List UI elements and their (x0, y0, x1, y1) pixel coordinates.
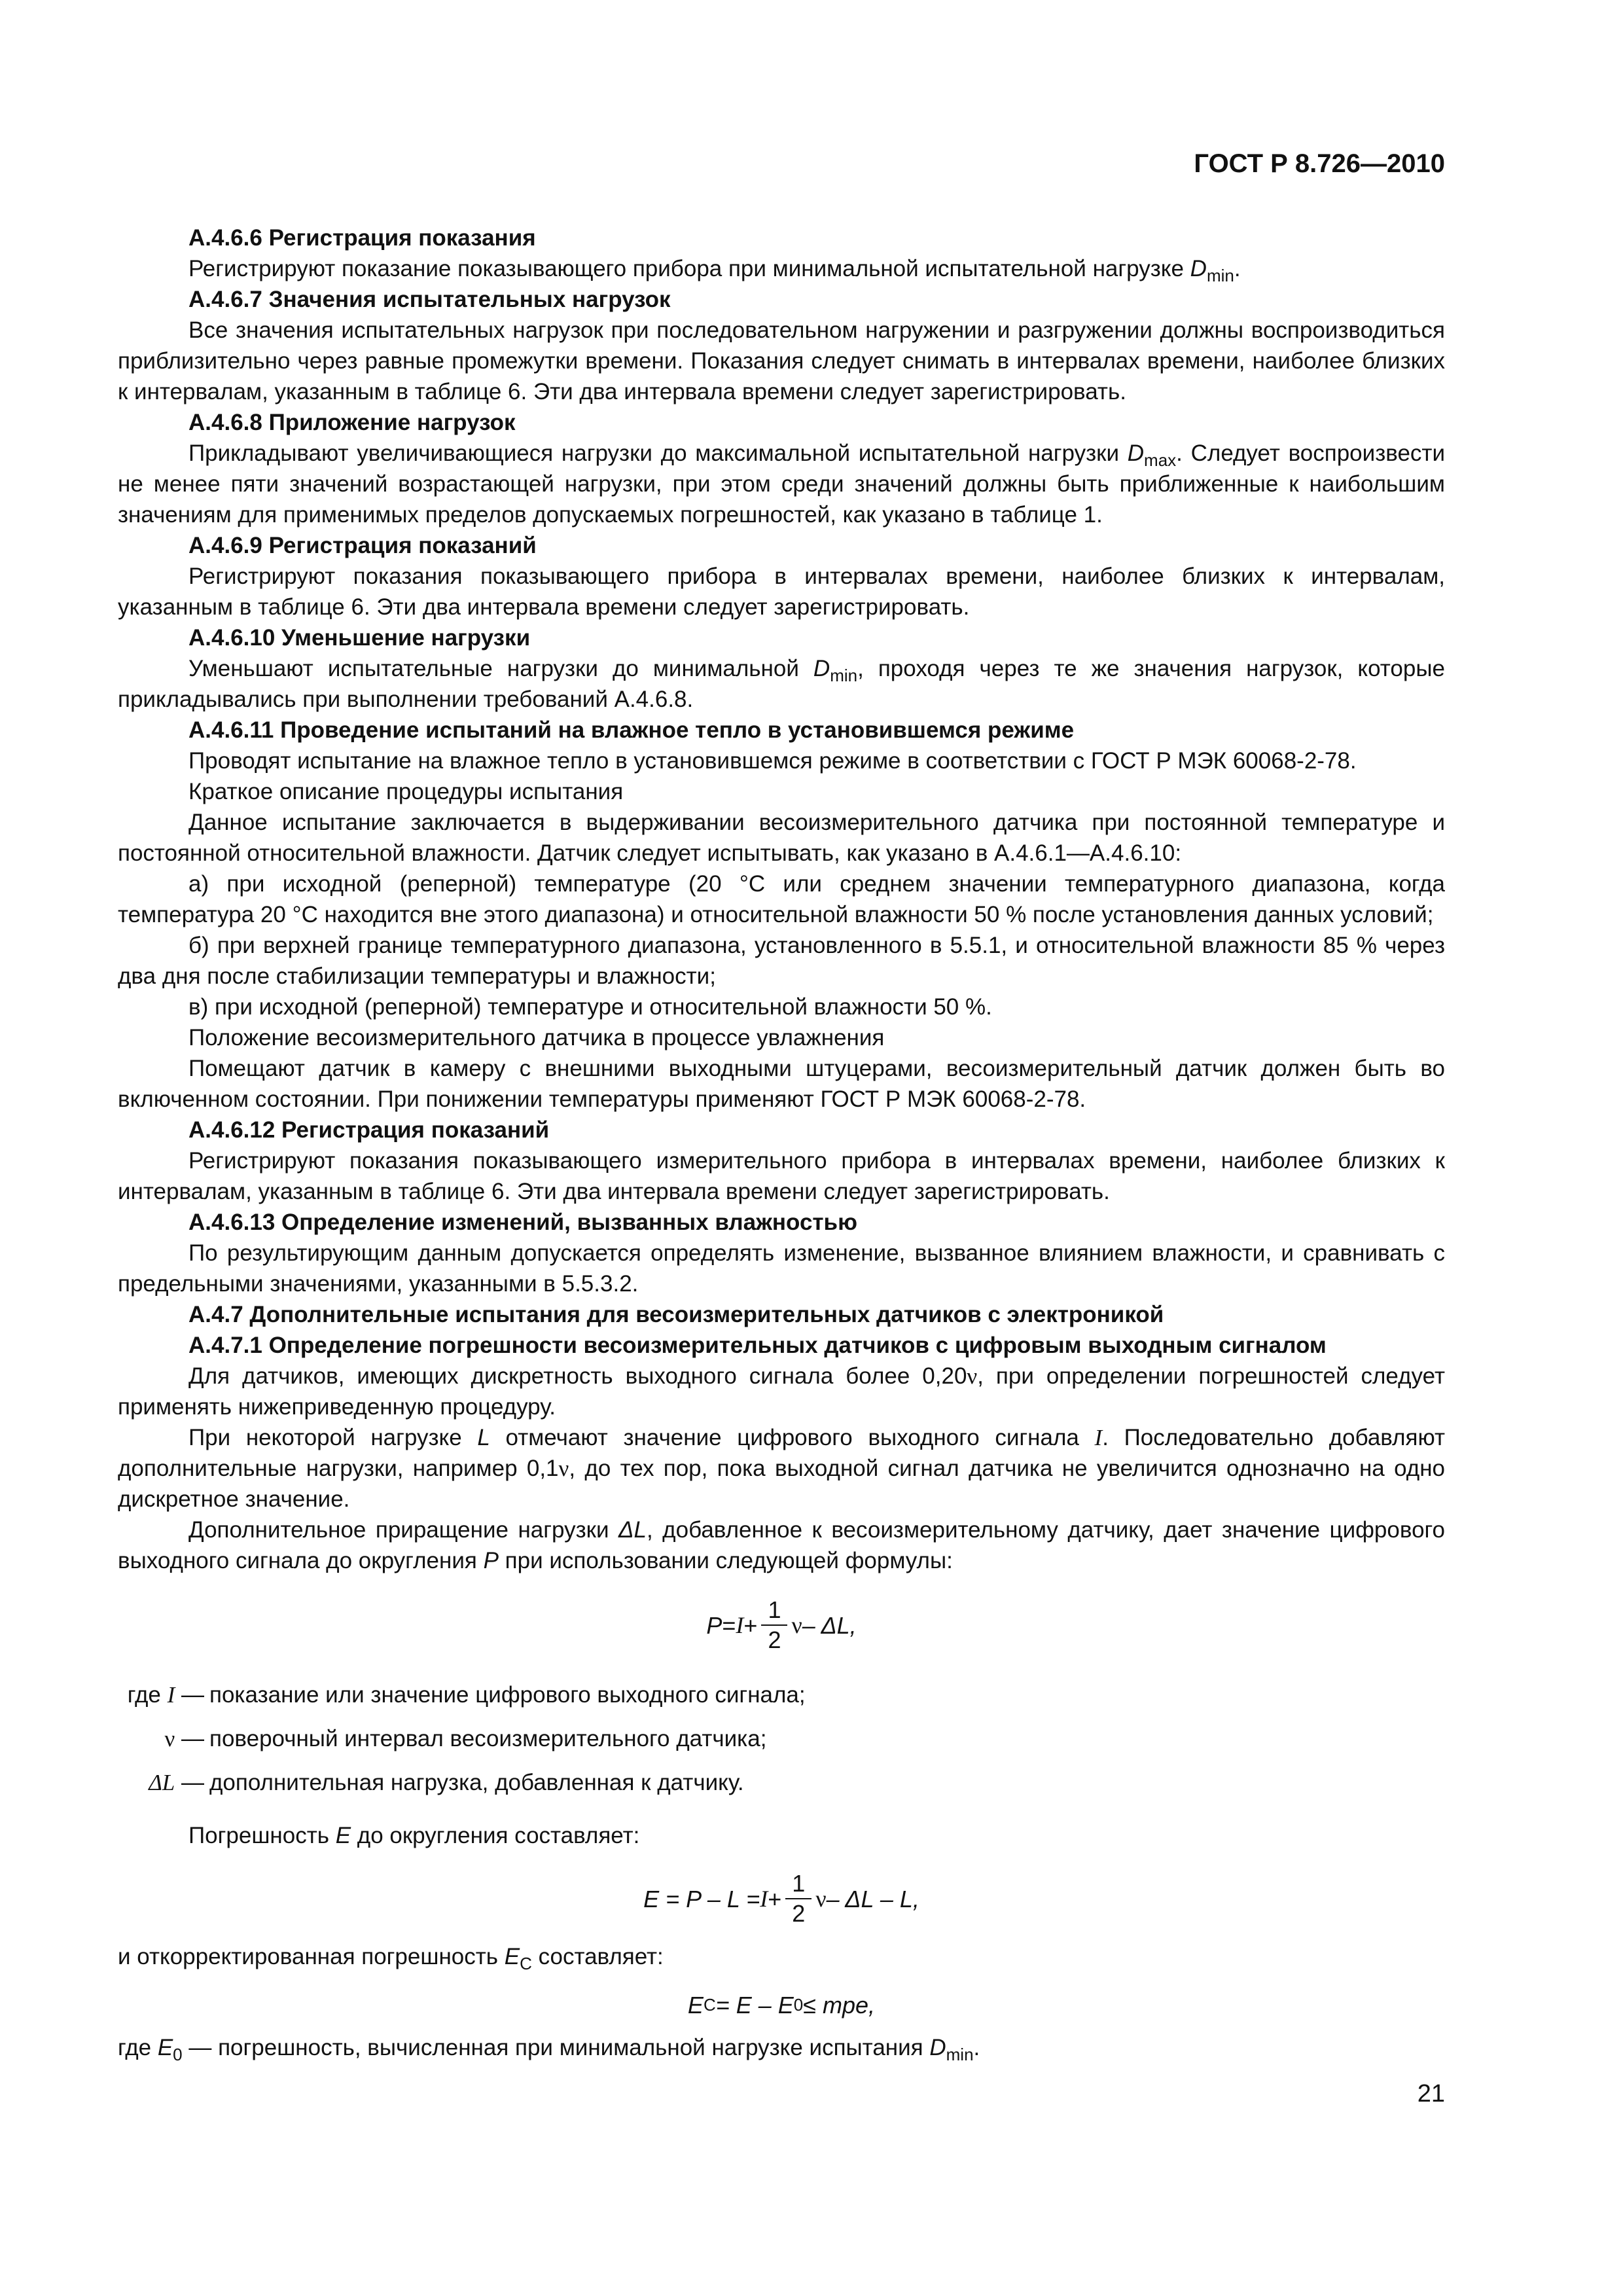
paragraph: Данное испытание заключается в выдерживании весоизмерительного датчика при постоянной температуре и постоянной относительной влажности. Датчик следует испытывать, как указано в А.4.6.1—А.4.6.10: (118, 810, 1445, 866)
legend-symbol: где I — (127, 1682, 204, 1708)
formula-e: E = P – L = I + $\frac{1}{2}$ ν – ΔL – L, (643, 1870, 919, 1927)
list-item: в) при исходной (реперной) температуре и относительной влажности 50 %. (188, 994, 992, 1020)
formula-ec: E C = E – E 0 ≤ mpe, (687, 1991, 876, 2018)
paragraph: Регистрируют показание показывающего прибора при минимальной испытательной нагрузке $D_{min}$. (188, 256, 1241, 285)
paragraph: Погрешность E до округления составляет: (188, 1823, 640, 1848)
section-heading: А.4.6.6 Регистрация показания (188, 225, 536, 251)
section-heading: А.4.6.7 Значения испытательных нагрузок (188, 287, 671, 312)
legend-symbol: ΔL — (149, 1770, 204, 1795)
section-heading: А.4.6.12 Регистрация показаний (188, 1117, 550, 1143)
paragraph: Проводят испытание на влажное тепло в установившемся режиме в соответствии с ГОСТ Р МЭК 60068-2-78. (188, 748, 1357, 774)
section-heading: А.4.6.8 Приложение нагрузок (188, 410, 516, 435)
paragraph: Регистрируют показания показывающего прибора в интервалах времени, наиболее близких к интервалам, указанным в таблице 6. Эти два интервала времени следует зарегистрировать. (118, 564, 1445, 620)
paragraph: При некоторой нагрузке L отмечают значение цифрового выходного сигнала I. Последовательно добавляют дополнительные нагрузки, например 0,1ν, до тех пор, пока выходной сигнал датчика не увеличится однозначно на одно дискретное значение. (118, 1425, 1445, 1512)
section-heading: А.4.7.1 Определение погрешности весоизмерительных датчиков с цифровым выходным сигналом (188, 1333, 1327, 1358)
paragraph: По результирующим данным допускается определять изменение, вызванное влиянием влажности, и сравнивать с предельными значениями, указанными в 5.5.3.2. (118, 1240, 1445, 1297)
paragraph: Краткое описание процедуры испытания (188, 779, 624, 804)
formula-p: P = I + $\frac{1}{2}$ ν – ΔL, (706, 1596, 857, 1653)
section-heading: А.4.6.13 Определение изменений, вызванных влажностью (188, 1210, 857, 1235)
paragraph: Прикладывают увеличивающиеся нагрузки до максимальной испытательной нагрузки $D_{max}$. Следует воспроизвести не менее пяти значений возрастающей нагрузки, при этом среди значений должны быть приближенные к наибольшим значениям для применимых пределов допускаемых погрешностей, как указано в таблице 1. (118, 440, 1445, 528)
document-body (118, 223, 1445, 2063)
paragraph: Уменьшают испытательные нагрузки до минимальной $D_{min}$, проходя через те же значения нагрузок, которые прикладывались при выполнении требований А.4.6.8. (118, 656, 1445, 712)
section-heading: А.4.6.10 Уменьшение нагрузки (188, 625, 531, 651)
list-item: б) при верхней границе температурного диапазона, установленного в 5.5.1, и относительной влажности 85 % через два дня после стабилизации температуры и влажности; (118, 933, 1445, 989)
fraction: $\frac{1}{2}$ (761, 1596, 787, 1655)
legend-text: показание или значение цифрового выходного сигнала; (209, 1682, 806, 1708)
document-id: ГОСТ Р 8.726—2010 (1194, 149, 1445, 178)
paragraph: Положение весоизмерительного датчика в процессе увлажнения (188, 1025, 885, 1050)
section-heading: А.4.7 Дополнительные испытания для весоизмерительных датчиков с электроникой (188, 1302, 1164, 1327)
paragraph: Дополнительное приращение нагрузки ΔL, добавленное к весоизмерительному датчику, дает значение цифрового выходного сигнала до округления P при использовании следующей формулы: (118, 1517, 1445, 1573)
paragraph: Все значения испытательных нагрузок при последовательном нагружении и разгружении должны воспроизводиться приблизительно через равные промежутки времени. Показания следует снимать в интервалах времени, наиболее близких к интервалам, указанным в таблице 6. Эти два интервала времени следует зарегистрировать. (118, 317, 1445, 404)
legend-text: поверочный интервал весоизмерительного датчика; (209, 1726, 767, 1751)
section-heading: А.4.6.9 Регистрация показаний (188, 533, 537, 558)
paragraph: и откорректированная погрешность $E_C$ составляет: (118, 1944, 664, 1973)
legend-symbol: ν — (164, 1726, 204, 1751)
list-item: а) при исходной (реперной) температуре (20 °С или среднем значении температурного диапазона, когда температура 20 °С находится вне этого диапазона) и относительной влажности 50 % после установления данных условий; (118, 871, 1445, 927)
paragraph: где $E_0$ — погрешность, вычисленная при минимальной нагрузке испытания $D_{min}$. (118, 2035, 980, 2064)
paragraph: Помещают датчик в камеру с внешними выходными штуцерами, весоизмерительный датчик должен быть во включенном состоянии. При понижении температуры применяют ГОСТ Р МЭК 60068-2-78. (118, 1056, 1445, 1112)
symbol-legend (118, 1679, 1445, 1798)
paragraph: Для датчиков, имеющих дискретность выходного сигнала более 0,20ν, при определении погрешностей следует применять нижеприведенную процедуру. (118, 1363, 1445, 1420)
paragraph: Регистрируют показания показывающего измерительного прибора в интервалах времени, наиболее близких к интервалам, указанным в таблице 6. Эти два интервала времени следует зарегистрировать. (118, 1148, 1445, 1204)
legend-text: дополнительная нагрузка, добавленная к датчику. (209, 1770, 744, 1795)
fraction: $\frac{1}{2}$ (785, 1869, 812, 1928)
page-number: 21 (1417, 2080, 1445, 2108)
section-heading: А.4.6.11 Проведение испытаний на влажное тепло в установившемся режиме (188, 717, 1075, 743)
